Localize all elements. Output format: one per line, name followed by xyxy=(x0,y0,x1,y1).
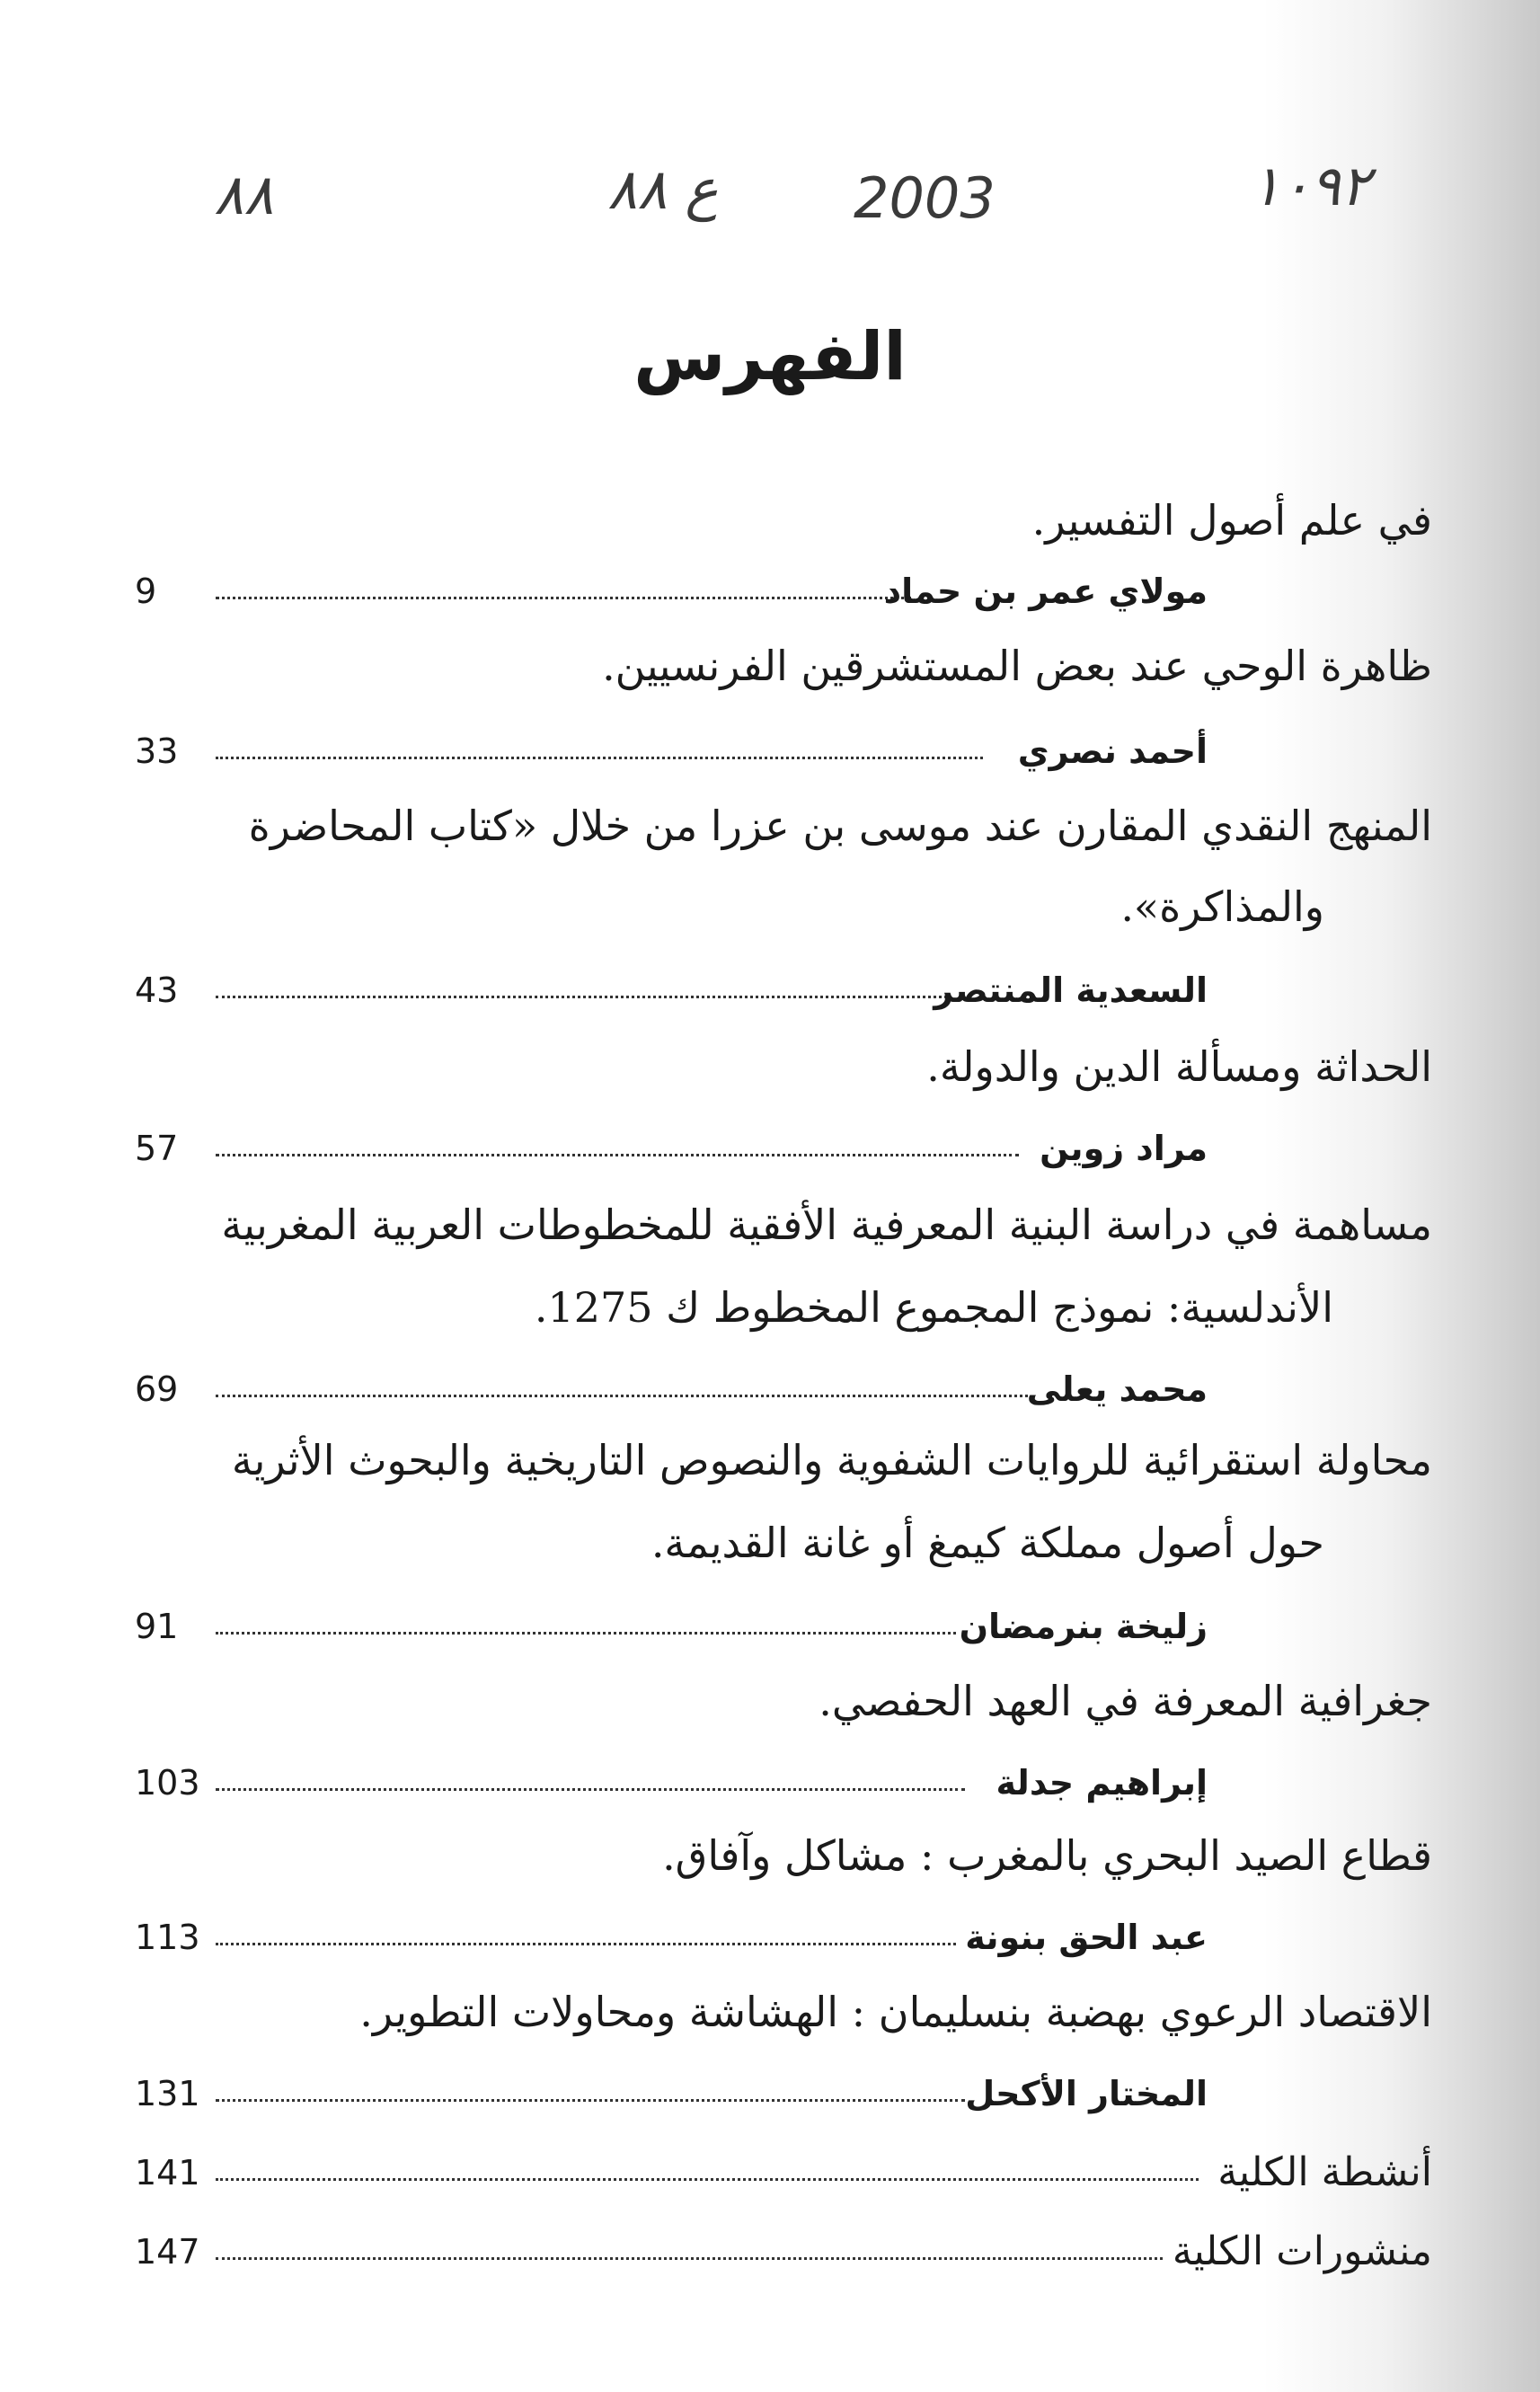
leader-dots xyxy=(216,2178,1199,2181)
page-number: 141 xyxy=(135,2153,200,2193)
leader-dots xyxy=(216,597,911,599)
page-number: 69 xyxy=(135,1369,179,1409)
entry-title-line: محاولة استقرائية للروايات الشفوية والنصوص التاريخية والبحوث الأثرية xyxy=(231,1436,1432,1484)
toc-row[interactable] xyxy=(135,1601,1432,1652)
entry-author: إبراهيم جدلة xyxy=(996,1763,1208,1803)
page-number: 103 xyxy=(135,1763,200,1803)
page-number: 43 xyxy=(135,970,179,1010)
toc-row[interactable] xyxy=(135,2148,1432,2198)
toc-row[interactable] xyxy=(135,1758,1432,1808)
leader-dots xyxy=(216,1632,956,1635)
handwritten-note-year: 2003 xyxy=(854,165,996,231)
entry-title-line: الاقتصاد الرعوي بهضبة بنسليمان : الهشاشة ومحاولات التطوير. xyxy=(359,1988,1432,2036)
entry-title-line: مساهمة في دراسة البنية المعرفية الأفقية للمخطوطات العربية المغربية xyxy=(221,1200,1432,1249)
handwritten-note-right: ١٠٩٢ xyxy=(1251,153,1371,218)
entry-author: مولاي عمر بن حماد xyxy=(883,571,1208,611)
leader-dots xyxy=(216,2099,965,2102)
toc-row[interactable] xyxy=(135,2069,1432,2119)
toc-row[interactable] xyxy=(135,726,1432,776)
entry-author: عبد الحق بنونة xyxy=(965,1918,1208,1957)
entry-title-line: والمذاكرة». xyxy=(1120,882,1324,931)
entry-author: محمد يعلى xyxy=(1026,1369,1208,1409)
entry-title-line: الحداثة ومسألة الدين والدولة. xyxy=(926,1042,1432,1091)
page-number: 113 xyxy=(135,1918,200,1957)
toc-row[interactable] xyxy=(135,566,1432,616)
page-number: 147 xyxy=(135,2232,200,2272)
leader-dots xyxy=(216,1395,1028,1397)
page-number: 9 xyxy=(135,571,157,611)
leader-dots xyxy=(216,1154,1019,1156)
entry-author: زليخة بنرمضان xyxy=(959,1607,1208,1646)
page-title: الفهرس xyxy=(633,318,907,395)
entry-title-line: ظاهرة الوحي عند بعض المستشرقين الفرنسيين. xyxy=(602,642,1432,690)
toc-row[interactable] xyxy=(135,1123,1432,1174)
entry-title-line: جغرافية المعرفة في العهد الحفصي. xyxy=(819,1677,1432,1725)
entry-author: أحمد نصري xyxy=(1017,731,1208,771)
leader-dots xyxy=(216,1788,965,1791)
entry-title-line: حول أصول مملكة كيمغ أو غانة القديمة. xyxy=(651,1519,1324,1567)
toc-row[interactable] xyxy=(135,2227,1432,2277)
entry-author: المختار الأكحل xyxy=(965,2074,1208,2113)
entry-label: أنشطة الكلية xyxy=(1217,2149,1432,2195)
toc-row[interactable] xyxy=(135,1364,1432,1414)
leader-dots xyxy=(216,2257,1163,2260)
leader-dots xyxy=(216,757,983,759)
entry-author: السعدية المنتصر xyxy=(934,970,1208,1010)
toc-row[interactable] xyxy=(135,965,1432,1015)
handwritten-note-middle: ع ٨٨ xyxy=(607,156,719,222)
toc-row[interactable] xyxy=(135,1912,1432,1962)
leader-dots xyxy=(216,996,947,998)
leader-dots xyxy=(216,1943,956,1945)
entry-title-line: المنهج النقدي المقارن عند موسى بن عزرا من خلال «كتاب المحاضرة xyxy=(248,802,1432,850)
page-number: 33 xyxy=(135,731,179,771)
page-number: 91 xyxy=(135,1607,179,1646)
entry-title-line: قطاع الصيد البحري بالمغرب : مشاكل وآفاق. xyxy=(662,1831,1432,1880)
entry-title-line: في علم أصول التفسير. xyxy=(1031,496,1432,545)
entry-title-line: الأندلسية: نموذج المجموع المخطوط ك 1275. xyxy=(534,1283,1333,1332)
page-number: 57 xyxy=(135,1129,179,1168)
entry-author: مراد زوين xyxy=(1040,1129,1208,1168)
entry-label: منشورات الكلية xyxy=(1172,2228,1432,2274)
page-number: 131 xyxy=(135,2074,200,2113)
handwritten-note-left: ٨٨ xyxy=(214,162,274,227)
